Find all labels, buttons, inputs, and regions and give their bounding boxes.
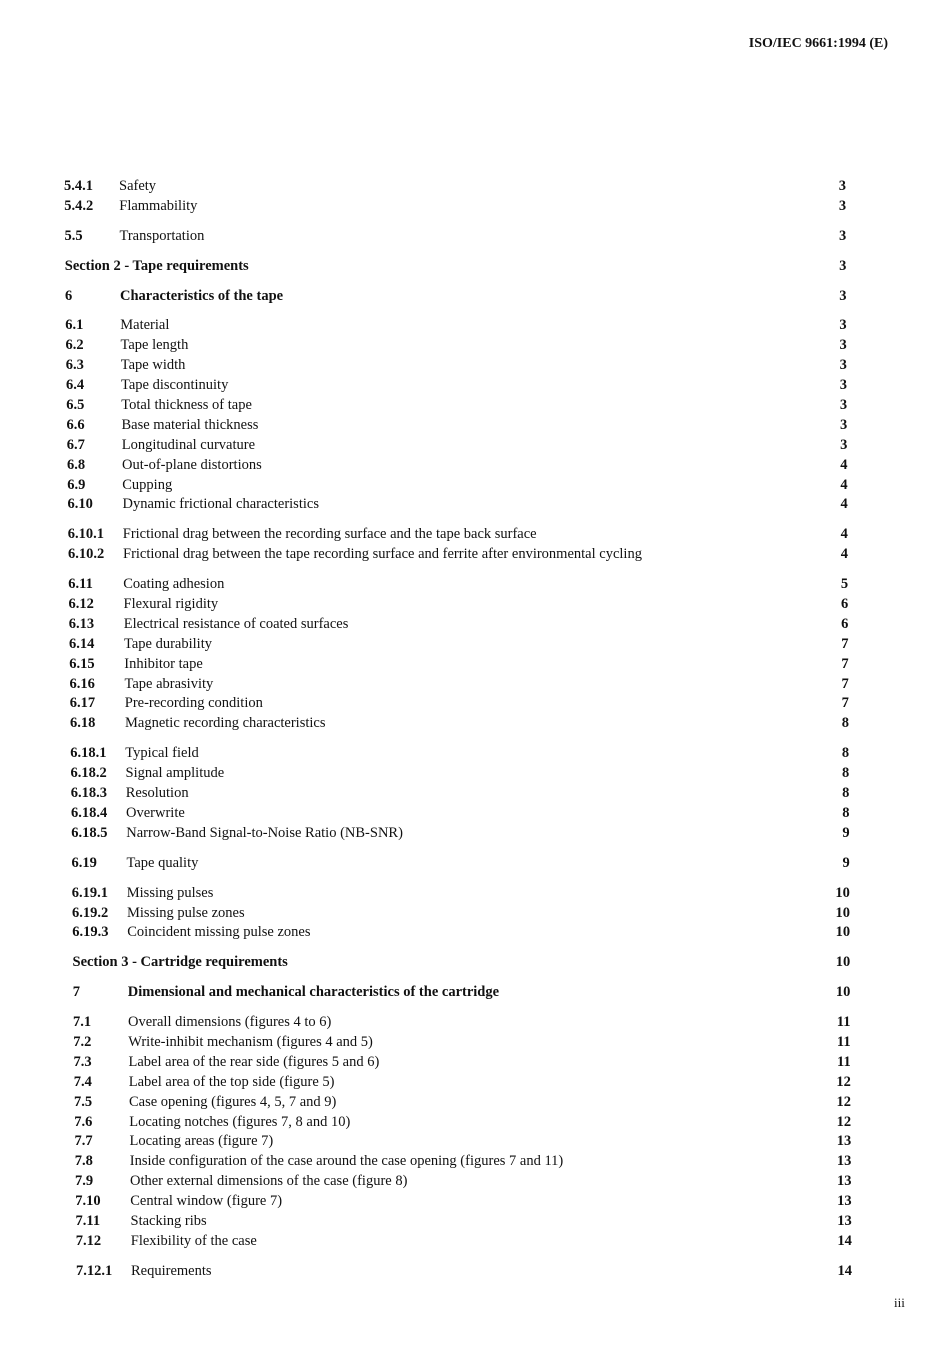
toc-entry [0,228,950,248]
toc-entry-number: 7.2 [73,1033,92,1050]
toc-entry-title: Flexibility of the case [130,1232,257,1249]
toc-entry-title: Safety [119,178,157,194]
toc-entry-number: 6.9 [67,476,86,493]
toc-entry [0,765,950,785]
toc-entry-page: 13 [836,1153,852,1170]
toc-entry-title: Central window (figure 7) [130,1193,283,1210]
toc-entry-page: 3 [839,337,847,354]
toc-entry-title: Typical field [125,745,199,762]
toc-entry-number: 6.18 [70,715,96,732]
toc-entry-title: Dimensional and mechanical characteristics of the cartridge [127,984,500,1001]
toc-entry [0,1094,950,1114]
toc-entry-title: Flexural rigidity [123,596,219,613]
toc-entry [0,1153,950,1173]
toc-entry-page: 3 [839,397,848,414]
toc-entry-page: 12 [836,1073,851,1090]
toc-entry-page: 13 [837,1173,852,1190]
toc-entry-number: 7.5 [74,1093,93,1110]
toc-entry [0,258,950,278]
toc-entry-title: Inhibitor tape [124,655,203,672]
toc-entry-page: 8 [842,765,850,782]
toc-entry-title: Tape discontinuity [121,377,229,394]
toc-entry-number: 6.18.1 [70,745,107,762]
toc-entry-page: 14 [837,1262,852,1279]
toc-entry-page: 3 [839,357,847,374]
toc-entry [0,317,950,337]
toc-entry [0,437,950,457]
toc-entry-number: 6.2 [65,337,84,354]
toc-entry-title: Total thickness of tape [121,397,252,414]
toc-entry [0,1193,950,1213]
toc-entry-page: 7 [841,655,849,672]
toc-entry-title: Locating areas (figure 7) [129,1133,274,1150]
toc-entry-page: 3 [839,257,847,274]
toc-entry-number: 7.12 [75,1232,102,1249]
toc-entry [0,954,950,974]
toc-section-heading: Section 3 - Cartridge requirements [72,954,288,971]
toc-entry-number: 6.18.3 [70,785,107,802]
toc-entry-number: 7.8 [74,1153,93,1170]
toc-entry [0,616,950,636]
toc-entry-title: Stacking ribs [130,1212,207,1229]
toc-entry-number: 6.19 [71,854,97,871]
toc-entry-page: 9 [842,824,850,841]
toc-entry-title: Resolution [125,785,189,802]
toc-entry-number: 6.19.2 [72,904,109,921]
toc-entry-number: 6.10.1 [67,526,104,543]
toc-entry-title: Characteristics of the tape [120,287,284,304]
toc-entry-number: 6.5 [66,397,85,414]
toc-entry-title: Narrow-Band Signal-to-Noise Ratio (NB-SNR) [126,824,403,841]
toc-entry-page: 3 [838,197,847,214]
toc-entry-title: Cupping [122,476,173,493]
toc-entry-title: Magnetic recording characteristics [125,715,326,732]
toc-entry-page: 7 [841,695,849,712]
toc-entry-number: 5.5 [64,227,83,244]
toc-entry [0,1263,950,1283]
toc-entry [0,1173,950,1193]
toc-entry-title: Missing pulse zones [127,904,245,921]
toc-entry-number: 6.18.4 [71,804,108,821]
toc-entry-page: 10 [835,984,851,1001]
toc-entry-title: Transportation [119,227,205,244]
page-number: iii [894,1295,905,1310]
toc-entry-title: Electrical resistance of coated surfaces [123,615,349,632]
toc-entry-title: Pre-recording condition [124,695,263,712]
toc-entry-title: Locating notches (figures 7, 8 and 10) [129,1113,351,1130]
toc-entry [0,337,950,357]
toc-entry [0,596,950,616]
toc-entry-number: 5.4.1 [64,178,93,194]
toc-entry [0,1233,950,1253]
toc-entry-title: Requirements [131,1262,212,1279]
toc-entry-page: 10 [835,924,851,941]
toc-entry-number: 6.15 [69,655,95,672]
toc-entry-number: 6.19.3 [72,924,109,941]
toc-entry-number: 6.11 [68,576,93,593]
toc-entry [0,1054,950,1074]
toc-entry [0,825,950,845]
toc-entry-title: Base material thickness [121,416,259,433]
toc-entry [0,695,950,715]
toc-entry-page: 3 [840,416,848,433]
toc-entry-title: Overwrite [126,804,185,821]
toc-entry-page: 3 [839,227,847,244]
toc-entry-page: 4 [840,456,848,473]
toc-entry-number: 6.17 [69,695,96,712]
toc-entry [0,636,950,656]
toc-entry-number: 6.8 [67,456,86,473]
toc-entry-page: 12 [836,1113,852,1130]
toc-entry [0,526,950,546]
toc-entry-title: Frictional drag between the tape recording surface and ferrite after environmental cycling [123,546,642,563]
toc-entry-page: 10 [835,884,850,901]
toc-entry-page: 13 [836,1133,852,1150]
toc-entry-title: Write-inhibit mechanism (figures 4 and 5) [128,1033,373,1050]
toc-entry-page: 13 [837,1212,852,1229]
toc-entry-number: 6.14 [69,635,95,652]
toc-entry-title: Label area of the rear side (figures 5 and 6) [128,1053,380,1070]
toc-entry [0,377,950,397]
toc-entry-number: 6.7 [66,436,85,453]
toc-entry-number: 6.12 [68,596,94,613]
table-of-contents [0,178,950,1283]
toc-entry [0,576,950,596]
toc-entry-page: 4 [840,546,848,563]
toc-entry-title: Coating adhesion [123,576,225,593]
toc-entry [0,477,950,497]
toc-entry-number: 7.9 [75,1173,94,1190]
toc-entry-page: 8 [841,745,850,762]
toc-entry-number: 7.10 [75,1193,101,1210]
toc-entry-page: 3 [838,178,846,194]
toc-entry-page: 3 [839,287,847,304]
toc-entry-page: 8 [841,715,849,732]
toc-entry-number: 6.4 [66,377,85,394]
toc-entry-title: Out-of-plane distortions [122,456,262,473]
toc-entry-number: 6.6 [66,416,85,433]
toc-entry [0,855,950,875]
toc-entry-page: 4 [840,476,848,493]
toc-entry-page: 11 [836,1033,851,1050]
toc-entry-page: 5 [840,576,849,593]
toc-entry-title: Tape width [120,357,186,374]
toc-entry-title: Longitudinal curvature [121,436,256,453]
toc-entry-number: 6.13 [68,615,95,632]
toc-entry-page: 7 [841,635,849,652]
toc-entry [0,676,950,696]
toc-entry [0,805,950,825]
toc-section-heading: Section 2 - Tape requirements [64,257,249,274]
document-id-header: ISO/IEC 9661:1994 (E) [748,36,888,51]
toc-entry-page: 8 [842,785,850,802]
toc-entry-number: 6.19.1 [71,884,108,901]
toc-entry-number: 7.3 [73,1053,92,1070]
toc-entry [0,1133,950,1153]
toc-entry-number: 7.11 [75,1212,101,1229]
toc-entry-page: 9 [842,854,850,871]
toc-entry-title: Inside configuration of the case around the case opening (figures 7 and 11) [129,1153,564,1170]
toc-entry-page: 4 [840,496,848,513]
toc-entry-title: Tape quality [126,854,199,871]
toc-entry-title: Missing pulses [126,884,214,901]
toc-entry-number: 6.10.2 [68,546,105,563]
toc-entry [0,1014,950,1034]
toc-entry [0,1074,950,1094]
toc-entry-number: 7 [72,984,80,1001]
toc-entry [0,417,950,437]
toc-entry-number: 6.10 [67,496,93,513]
toc-entry-number: 7.6 [74,1113,93,1130]
toc-entry-title: Flammability [119,197,198,214]
toc-entry-title: Material [120,317,170,334]
toc-entry-number: 6.18.5 [71,824,108,841]
toc-entry [0,1034,950,1054]
toc-entry [0,715,950,735]
toc-entry [0,745,950,765]
toc-entry [0,656,950,676]
toc-entry [0,1213,950,1233]
toc-entry-number: 6.18.2 [70,765,107,782]
toc-entry [0,546,950,566]
toc-entry [0,496,950,516]
toc-entry-page: 10 [835,954,851,971]
toc-entry-page: 3 [839,317,847,334]
toc-entry [0,457,950,477]
toc-entry-number: 6.16 [69,675,95,692]
toc-entry-title: Case opening (figures 4, 5, 7 and 9) [129,1093,337,1110]
toc-entry [0,198,950,218]
toc-entry-number: 6 [65,287,73,304]
toc-entry-page: 4 [840,526,848,543]
toc-entry-title: Overall dimensions (figures 4 to 6) [128,1014,332,1031]
toc-entry [0,924,950,944]
toc-entry [0,357,950,377]
toc-entry [0,397,950,417]
toc-entry-title: Tape length [120,337,189,354]
toc-entry-page: 11 [836,1014,851,1031]
toc-entry-title: Frictional drag between the recording surface and the tape back surface [122,526,537,543]
toc-entry-number: 7.4 [73,1073,92,1090]
toc-entry-number: 6.1 [65,317,84,334]
toc-entry-number: 7.12.1 [76,1262,113,1279]
toc-entry-number: 5.4.2 [64,197,94,214]
toc-entry-title: Tape abrasivity [124,675,214,692]
toc-entry [0,984,950,1004]
toc-entry [0,178,950,198]
toc-entry [0,785,950,805]
toc-entry [0,885,950,905]
toc-entry-page: 13 [837,1193,852,1210]
toc-entry-number: 7.1 [73,1014,92,1031]
toc-entry-page: 6 [841,615,849,632]
toc-entry-title: Signal amplitude [125,765,225,782]
toc-entry-page: 12 [836,1093,851,1110]
toc-entry-title: Tape durability [124,635,212,652]
toc-entry-page: 14 [837,1232,852,1249]
toc-entry [0,1114,950,1134]
toc-entry [0,905,950,925]
toc-entry-title: Other external dimensions of the case (figure 8) [130,1173,408,1190]
toc-entry-page: 10 [835,904,850,921]
toc-entry-number: 7.7 [74,1133,93,1150]
toc-entry-page: 6 [841,596,849,613]
toc-entry-page: 3 [840,436,848,453]
toc-entry-title: Label area of the top side (figure 5) [128,1073,335,1090]
toc-entry-title: Coincident missing pulse zones [127,924,311,941]
toc-entry-number: 6.3 [65,357,84,374]
toc-entry-title: Dynamic frictional characteristics [122,496,319,513]
toc-entry-page: 3 [839,377,847,394]
toc-entry [0,288,950,308]
toc-entry-page: 11 [837,1053,851,1070]
toc-entry-page: 7 [841,675,849,692]
toc-entry-page: 8 [842,804,850,821]
